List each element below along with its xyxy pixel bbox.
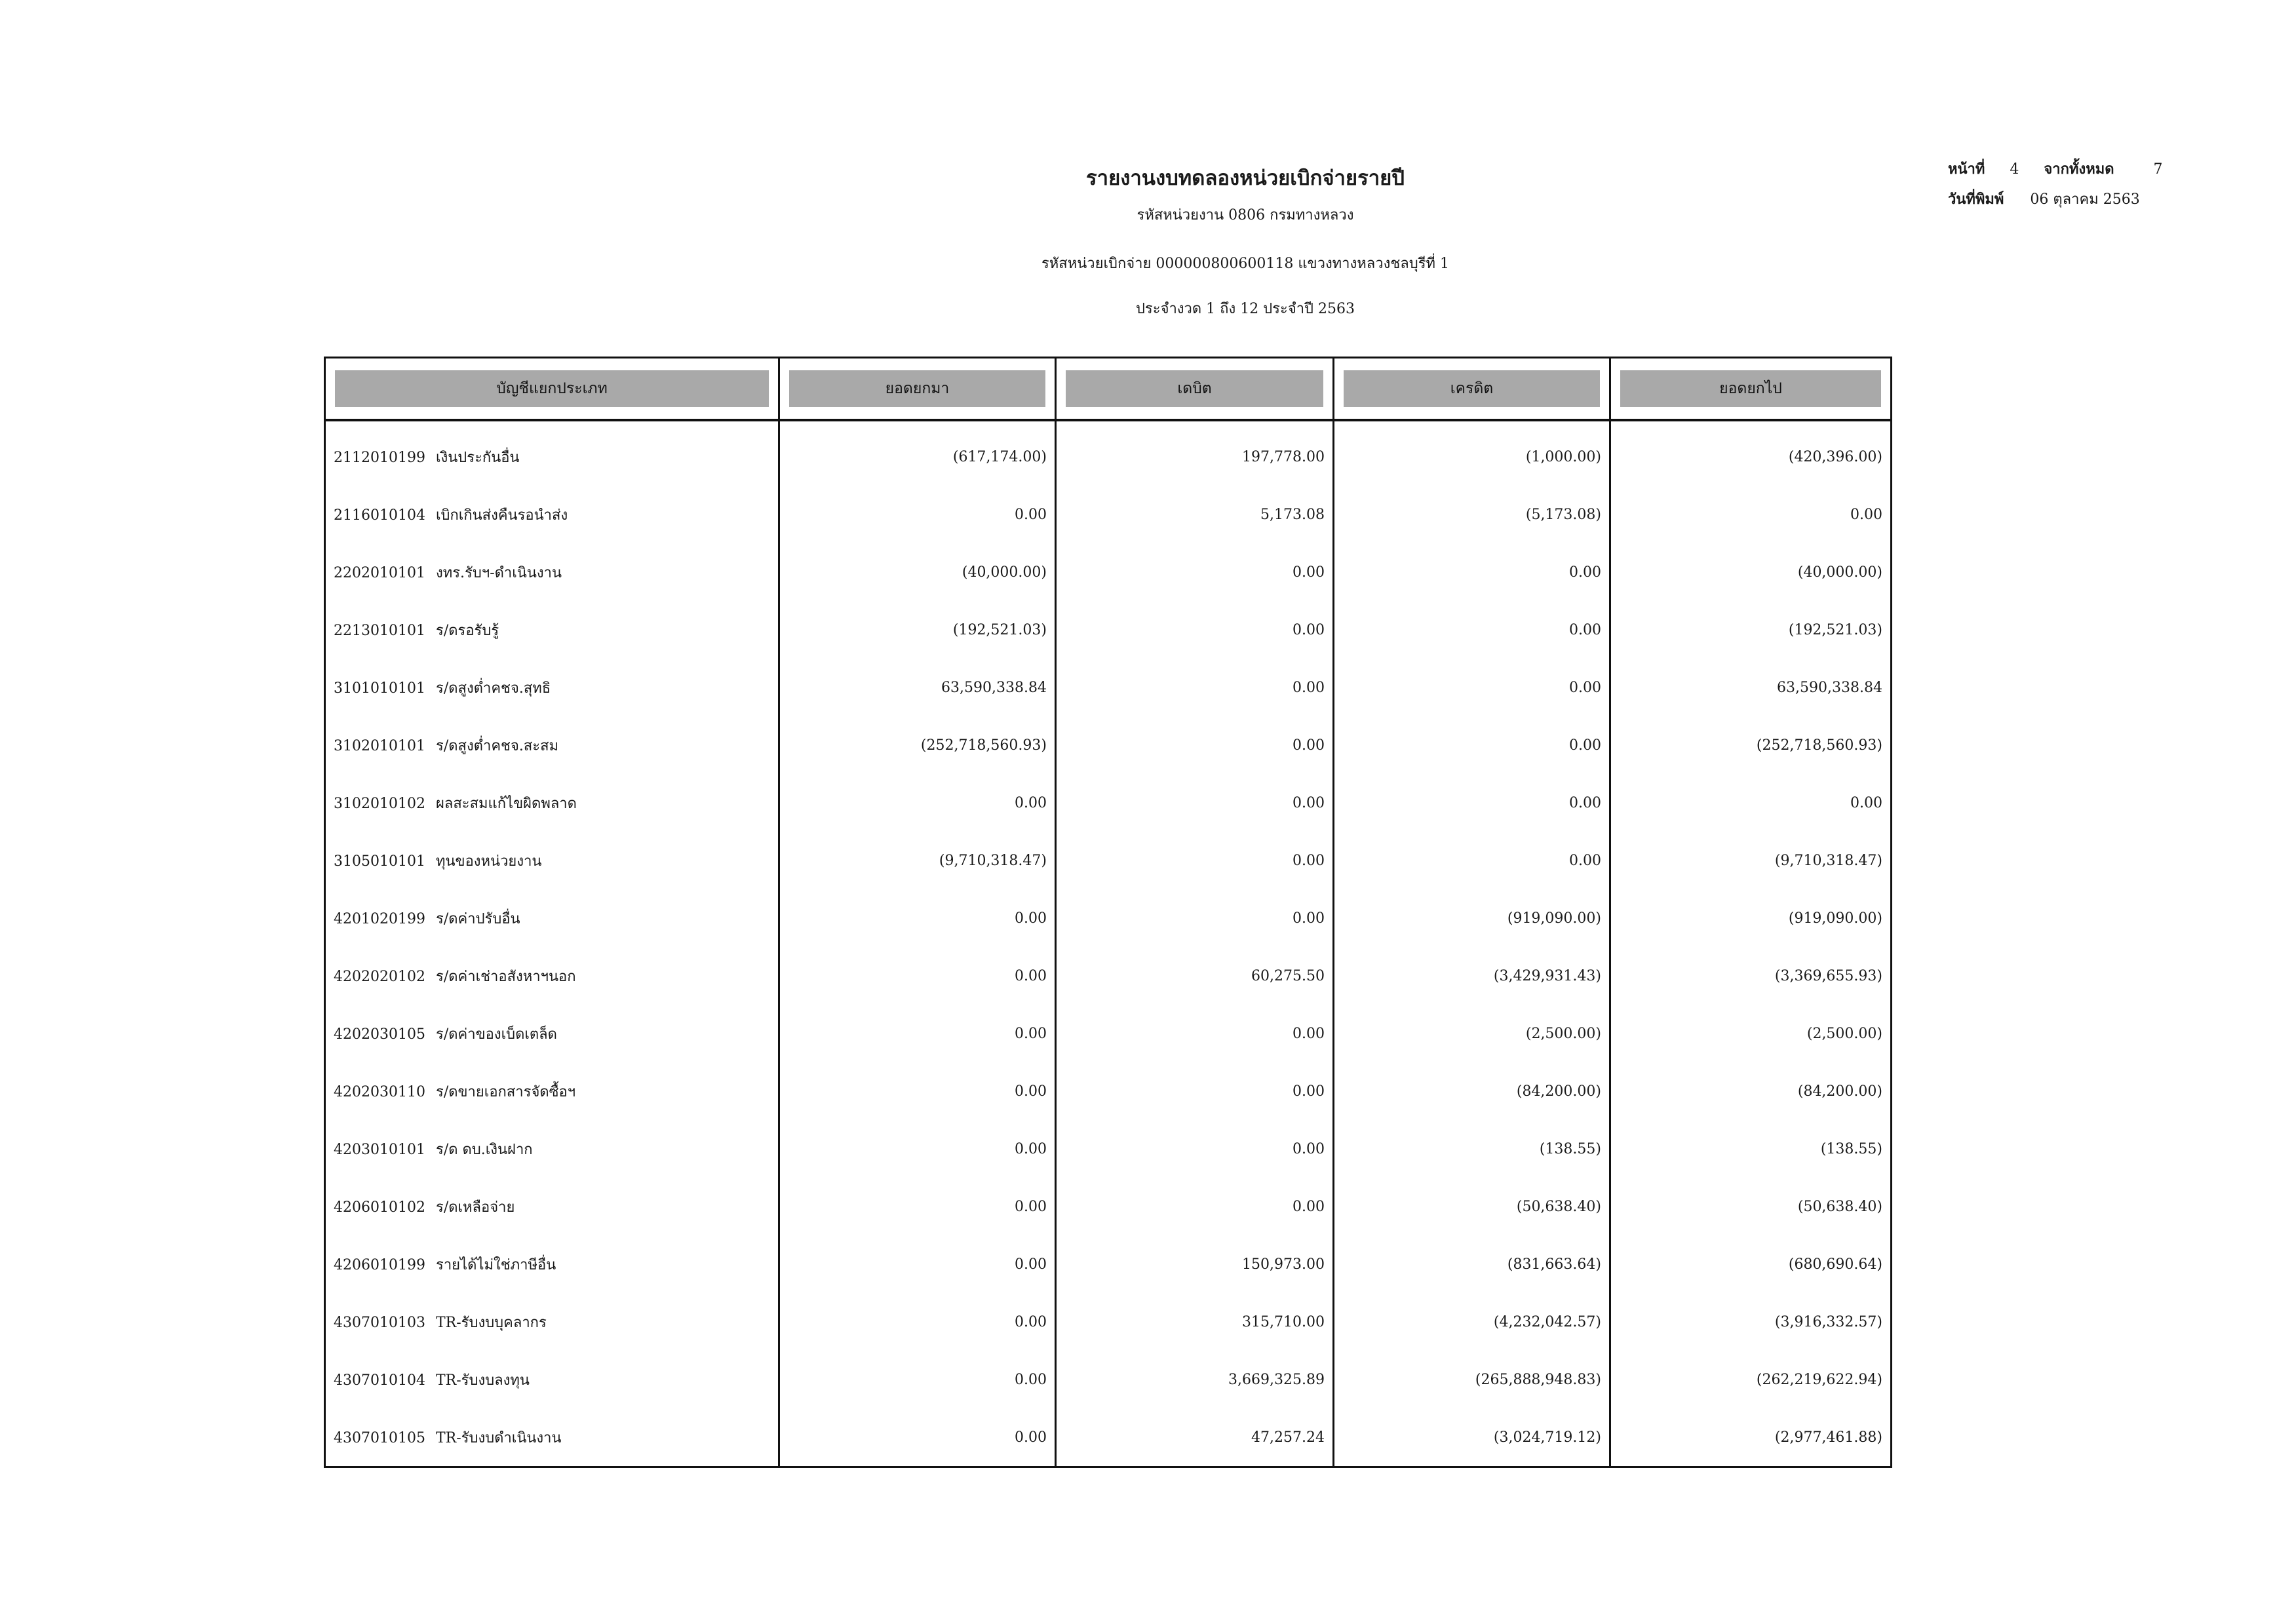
carried-forward-cell: (40,000.00) <box>1610 543 1892 601</box>
table-row <box>325 1293 1892 1351</box>
debit-cell: 0.00 <box>1056 543 1334 601</box>
carried-forward-cell: (680,690.64) <box>1610 1235 1892 1293</box>
carried-forward-cell: (919,090.00) <box>1610 889 1892 947</box>
credit-cell: (138.55) <box>1334 1120 1610 1178</box>
brought-forward-cell: 0.00 <box>779 947 1056 1005</box>
print-date: 06 ตุลาคม 2563 <box>2030 191 2140 208</box>
carried-forward-cell: (3,916,332.57) <box>1610 1293 1892 1351</box>
account-cell <box>325 1293 779 1351</box>
account-name: ร/ดค่าปรับอื่น <box>436 910 520 927</box>
credit-cell: (50,638.40) <box>1334 1178 1610 1235</box>
table-row <box>325 1351 1892 1408</box>
debit-cell: 60,275.50 <box>1056 947 1334 1005</box>
header-credit <box>1334 358 1610 421</box>
carried-forward-cell: (2,500.00) <box>1610 1005 1892 1062</box>
credit-cell: (5,173.08) <box>1334 486 1610 543</box>
header-debit-label: เดบิต <box>1066 370 1323 407</box>
brought-forward-cell: 0.00 <box>779 1408 1056 1467</box>
table-row <box>325 601 1892 659</box>
account-code: 4201020199 <box>334 910 425 927</box>
table-row <box>325 1120 1892 1178</box>
carried-forward-cell: (262,219,622.94) <box>1610 1351 1892 1408</box>
header-brought-forward <box>779 358 1056 421</box>
brought-forward-cell: 0.00 <box>779 486 1056 543</box>
account-code: 2116010104 <box>334 507 425 524</box>
table-row <box>325 1408 1892 1467</box>
account-cell <box>325 486 779 543</box>
account-cell <box>325 1178 779 1235</box>
credit-cell: (919,090.00) <box>1334 889 1610 947</box>
header-credit-label: เครดิต <box>1344 370 1600 407</box>
credit-cell: (831,663.64) <box>1334 1235 1610 1293</box>
header-brought-forward-label: ยอดยกมา <box>789 370 1045 407</box>
credit-cell: 0.00 <box>1334 543 1610 601</box>
carried-forward-cell: (420,396.00) <box>1610 420 1892 486</box>
table-row <box>325 486 1892 543</box>
brought-forward-cell: 0.00 <box>779 1005 1056 1062</box>
header-account-label: บัญชีแยกประเภท <box>335 370 769 407</box>
account-code: 4202030105 <box>334 1026 425 1043</box>
header-debit <box>1056 358 1334 421</box>
credit-cell: (84,200.00) <box>1334 1062 1610 1120</box>
account-name: ทุนของหน่วยงาน <box>436 853 542 870</box>
debit-cell: 0.00 <box>1056 889 1334 947</box>
carried-forward-cell: (252,718,560.93) <box>1610 716 1892 774</box>
account-code: 2112010199 <box>334 449 425 466</box>
account-cell <box>325 543 779 601</box>
debit-cell: 197,778.00 <box>1056 420 1334 486</box>
account-name: ร/ดค่าของเบ็ดเตล็ด <box>436 1026 557 1043</box>
credit-cell: 0.00 <box>1334 774 1610 832</box>
debit-cell: 0.00 <box>1056 659 1334 716</box>
credit-cell: (1,000.00) <box>1334 420 1610 486</box>
table-row <box>325 543 1892 601</box>
brought-forward-cell: 0.00 <box>779 1120 1056 1178</box>
brought-forward-cell: 0.00 <box>779 774 1056 832</box>
carried-forward-cell: 0.00 <box>1610 486 1892 543</box>
table-row <box>325 1235 1892 1293</box>
account-name: TR-รับงบดำเนินงาน <box>436 1429 562 1446</box>
credit-cell: 0.00 <box>1334 716 1610 774</box>
carried-forward-cell: (2,977,461.88) <box>1610 1408 1892 1467</box>
account-code: 4202020102 <box>334 968 425 985</box>
account-name: ร/ดสูงต่ำคชจ.สุทธิ <box>436 680 551 697</box>
debit-cell: 0.00 <box>1056 716 1334 774</box>
account-name: ร/ดรอรับรู้ <box>436 622 499 639</box>
credit-cell: (265,888,948.83) <box>1334 1351 1610 1408</box>
carried-forward-cell: 0.00 <box>1610 774 1892 832</box>
brought-forward-cell: (617,174.00) <box>779 420 1056 486</box>
debit-cell: 0.00 <box>1056 832 1334 889</box>
brought-forward-cell: 0.00 <box>779 1178 1056 1235</box>
debit-cell: 0.00 <box>1056 1120 1334 1178</box>
credit-cell: (4,232,042.57) <box>1334 1293 1610 1351</box>
account-name: งทร.รับฯ-ดำเนินงาน <box>436 564 562 581</box>
debit-cell: 150,973.00 <box>1056 1235 1334 1293</box>
brought-forward-cell: 0.00 <box>779 889 1056 947</box>
print-date-info <box>1948 187 2140 210</box>
account-cell <box>325 1351 779 1408</box>
table-row <box>325 1005 1892 1062</box>
account-code: 3102010101 <box>334 737 425 754</box>
page-info <box>1948 157 2163 180</box>
account-code: 4206010199 <box>334 1256 425 1273</box>
account-cell <box>325 659 779 716</box>
debit-cell: 47,257.24 <box>1056 1408 1334 1467</box>
account-cell <box>325 832 779 889</box>
table-row <box>325 659 1892 716</box>
account-code: 2213010101 <box>334 622 425 639</box>
brought-forward-cell: (252,718,560.93) <box>779 716 1056 774</box>
account-cell <box>325 601 779 659</box>
total-pages: 7 <box>2153 161 2163 178</box>
carried-forward-cell: (3,369,655.93) <box>1610 947 1892 1005</box>
account-cell <box>325 889 779 947</box>
account-code: 4307010104 <box>334 1372 425 1389</box>
brought-forward-cell: 0.00 <box>779 1235 1056 1293</box>
account-code: 4203010101 <box>334 1141 425 1158</box>
debit-cell: 5,173.08 <box>1056 486 1334 543</box>
report-title: รายงานงบทดลองหน่วยเบิกจ่ายรายปี <box>1086 166 1405 190</box>
period-line: ประจำงวด 1 ถึง 12 ประจำปี 2563 <box>1135 301 1355 317</box>
account-code: 2202010101 <box>334 564 425 581</box>
account-name: ผลสะสมแก้ไขผิดพลาด <box>436 795 577 812</box>
debit-cell: 0.00 <box>1056 1005 1334 1062</box>
trial-balance-table <box>324 357 1892 1468</box>
account-code: 3102010102 <box>334 795 425 812</box>
credit-cell: (3,024,719.12) <box>1334 1408 1610 1467</box>
credit-cell: 0.00 <box>1334 659 1610 716</box>
table-row <box>325 832 1892 889</box>
debit-cell: 0.00 <box>1056 601 1334 659</box>
account-cell <box>325 947 779 1005</box>
account-code: 4307010105 <box>334 1429 425 1446</box>
agency-line: รหัสหน่วยงาน 0806 กรมทางหลวง <box>1137 207 1354 223</box>
carried-forward-cell: 63,590,338.84 <box>1610 659 1892 716</box>
carried-forward-cell: (138.55) <box>1610 1120 1892 1178</box>
account-name: ร/ดสูงต่ำคชจ.สะสม <box>436 737 559 754</box>
header-carried-forward <box>1610 358 1892 421</box>
account-cell <box>325 774 779 832</box>
page-number: 4 <box>2010 161 2019 178</box>
account-code: 4307010103 <box>334 1314 425 1331</box>
credit-cell: 0.00 <box>1334 601 1610 659</box>
table-row <box>325 889 1892 947</box>
debit-cell: 0.00 <box>1056 1178 1334 1235</box>
credit-cell: 0.00 <box>1334 832 1610 889</box>
account-name: ร/ด ดบ.เงินฝาก <box>436 1141 533 1158</box>
account-code: 4206010102 <box>334 1199 425 1216</box>
table-header-row <box>325 358 1892 421</box>
page-label: หน้าที่ <box>1948 161 1985 178</box>
account-name: เงินประกันอื่น <box>436 449 520 466</box>
carried-forward-cell: (50,638.40) <box>1610 1178 1892 1235</box>
table-body <box>325 420 1892 1467</box>
total-label: จากทั้งหมด <box>2044 161 2114 178</box>
header-account <box>325 358 779 421</box>
carried-forward-cell: (84,200.00) <box>1610 1062 1892 1120</box>
carried-forward-cell: (192,521.03) <box>1610 601 1892 659</box>
debit-cell: 0.00 <box>1056 774 1334 832</box>
print-date-label: วันที่พิมพ์ <box>1948 191 2004 208</box>
account-cell <box>325 1062 779 1120</box>
disbursing-unit-line: รหัสหน่วยเบิกจ่าย 000000800600118 แขวงทางหลวงชลบุรีที่ 1 <box>1041 256 1450 272</box>
credit-cell: (2,500.00) <box>1334 1005 1610 1062</box>
brought-forward-cell: (40,000.00) <box>779 543 1056 601</box>
debit-cell: 315,710.00 <box>1056 1293 1334 1351</box>
account-name: TR-รับงบลงทุน <box>436 1372 530 1389</box>
table-row <box>325 716 1892 774</box>
table-row <box>325 947 1892 1005</box>
account-name: ร/ดเหลือจ่าย <box>436 1199 515 1216</box>
table-row <box>325 420 1892 486</box>
account-code: 3101010101 <box>334 680 425 697</box>
account-name: TR-รับงบบุคลากร <box>436 1314 547 1331</box>
account-cell <box>325 1005 779 1062</box>
table-row <box>325 774 1892 832</box>
carried-forward-cell: (9,710,318.47) <box>1610 832 1892 889</box>
brought-forward-cell: 0.00 <box>779 1293 1056 1351</box>
table-row <box>325 1062 1892 1120</box>
brought-forward-cell: (192,521.03) <box>779 601 1056 659</box>
header-carried-forward-label: ยอดยกไป <box>1620 370 1881 407</box>
brought-forward-cell: 0.00 <box>779 1351 1056 1408</box>
credit-cell: (3,429,931.43) <box>1334 947 1610 1005</box>
account-name: ร/ดค่าเช่าอสังหาฯนอก <box>436 968 576 985</box>
brought-forward-cell: 63,590,338.84 <box>779 659 1056 716</box>
account-name: เบิกเกินส่งคืนรอนำส่ง <box>436 507 568 524</box>
brought-forward-cell: (9,710,318.47) <box>779 832 1056 889</box>
table-row <box>325 1178 1892 1235</box>
debit-cell: 3,669,325.89 <box>1056 1351 1334 1408</box>
account-name: รายได้ไม่ใช่ภาษีอื่น <box>436 1256 556 1273</box>
account-cell <box>325 420 779 486</box>
account-cell <box>325 716 779 774</box>
account-code: 4202030110 <box>334 1083 425 1100</box>
account-cell <box>325 1120 779 1178</box>
debit-cell: 0.00 <box>1056 1062 1334 1120</box>
account-cell <box>325 1235 779 1293</box>
brought-forward-cell: 0.00 <box>779 1062 1056 1120</box>
account-cell <box>325 1408 779 1467</box>
account-code: 3105010101 <box>334 853 425 870</box>
account-name: ร/ดขายเอกสารจัดซื้อฯ <box>436 1083 576 1100</box>
